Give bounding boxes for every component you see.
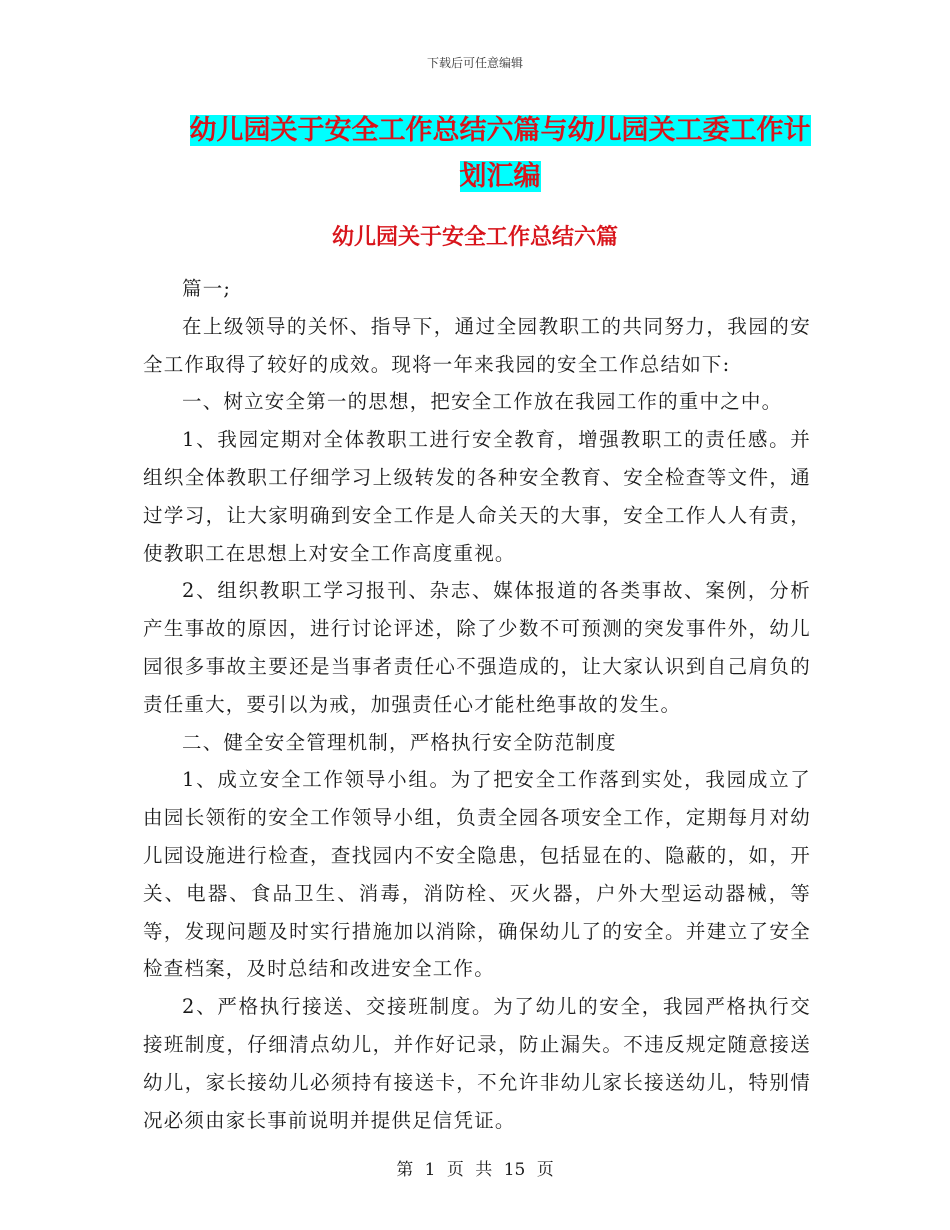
paragraph: 二、健全安全管理机制，严格执行安全防范制度: [182, 730, 617, 754]
paragraph: 篇一;: [182, 277, 232, 300]
paragraph: 1、我园定期对全体教职工进行安全教育，增强教职工的责任感。并组织全体教职工仔细学习上级转发的各种安全教育、安全检查等文件，通过学习，让大家明确到安全工作是人命关天的大事，安全工作人人有责，使教职工在思想上对安全工作高度重视。: [143, 428, 811, 565]
document-title-line-2: 划汇编: [459, 161, 541, 192]
paragraph: 一、树立安全第一的思想，把安全工作放在我园工作的重中之中。: [182, 390, 783, 414]
section-title: 幼儿园关于安全工作总结六篇: [331, 225, 618, 250]
document-title: [150, 108, 850, 200]
paragraph: 2、组织教职工学习报刊、杂志、媒体报道的各类事故、案例，分析产生事故的原因，进行讨论评述，除了少数不可预测的突发事件外，幼儿园很多事故主要还是当事者责任心不强造成的，让大家认识到自己肩负的责任重大，要引以为戒，加强责任心才能杜绝事故的发生。: [143, 579, 811, 716]
paragraph: 2、严格执行接送、交接班制度。为了幼儿的安全，我园严格执行交接班制度，仔细清点幼儿，并作好记录，防止漏失。不违反规定随意接送幼儿，家长接幼儿必须持有接送卡，不允许非幼儿家长接送幼儿，特别情况必须由家长事前说明并提供足信凭证。: [143, 995, 811, 1132]
document-title-line-1: 幼儿园关于安全工作总结六篇与幼儿园关工委工作计: [189, 115, 811, 146]
page-footer: 第 1 页 共 15 页: [396, 1160, 554, 1180]
paragraph: 1、成立安全工作领导小组。为了把安全工作落到实处，我园成立了由园长领衔的安全工作领导小组，负责全园各项安全工作，定期每月对幼儿园设施进行检查，查找园内不安全隐患，包括显在的、隐蔽的，如，开关、电器、食品卫生、消毒，消防栓、灭火器，户外大型运动器械，等等，发现问题及时实行措施加以消除，确保幼儿了的安全。并建立了安全检查档案，及时总结和改进安全工作。: [143, 768, 811, 981]
body-text: [143, 270, 811, 1139]
header-note: 下载后可任意编辑: [426, 56, 523, 70]
paragraph: 在上级领导的关怀、指导下，通过全园教职工的共同努力，我园的安全工作取得了较好的成效。现将一年来我园的安全工作总结如下:: [143, 314, 811, 376]
